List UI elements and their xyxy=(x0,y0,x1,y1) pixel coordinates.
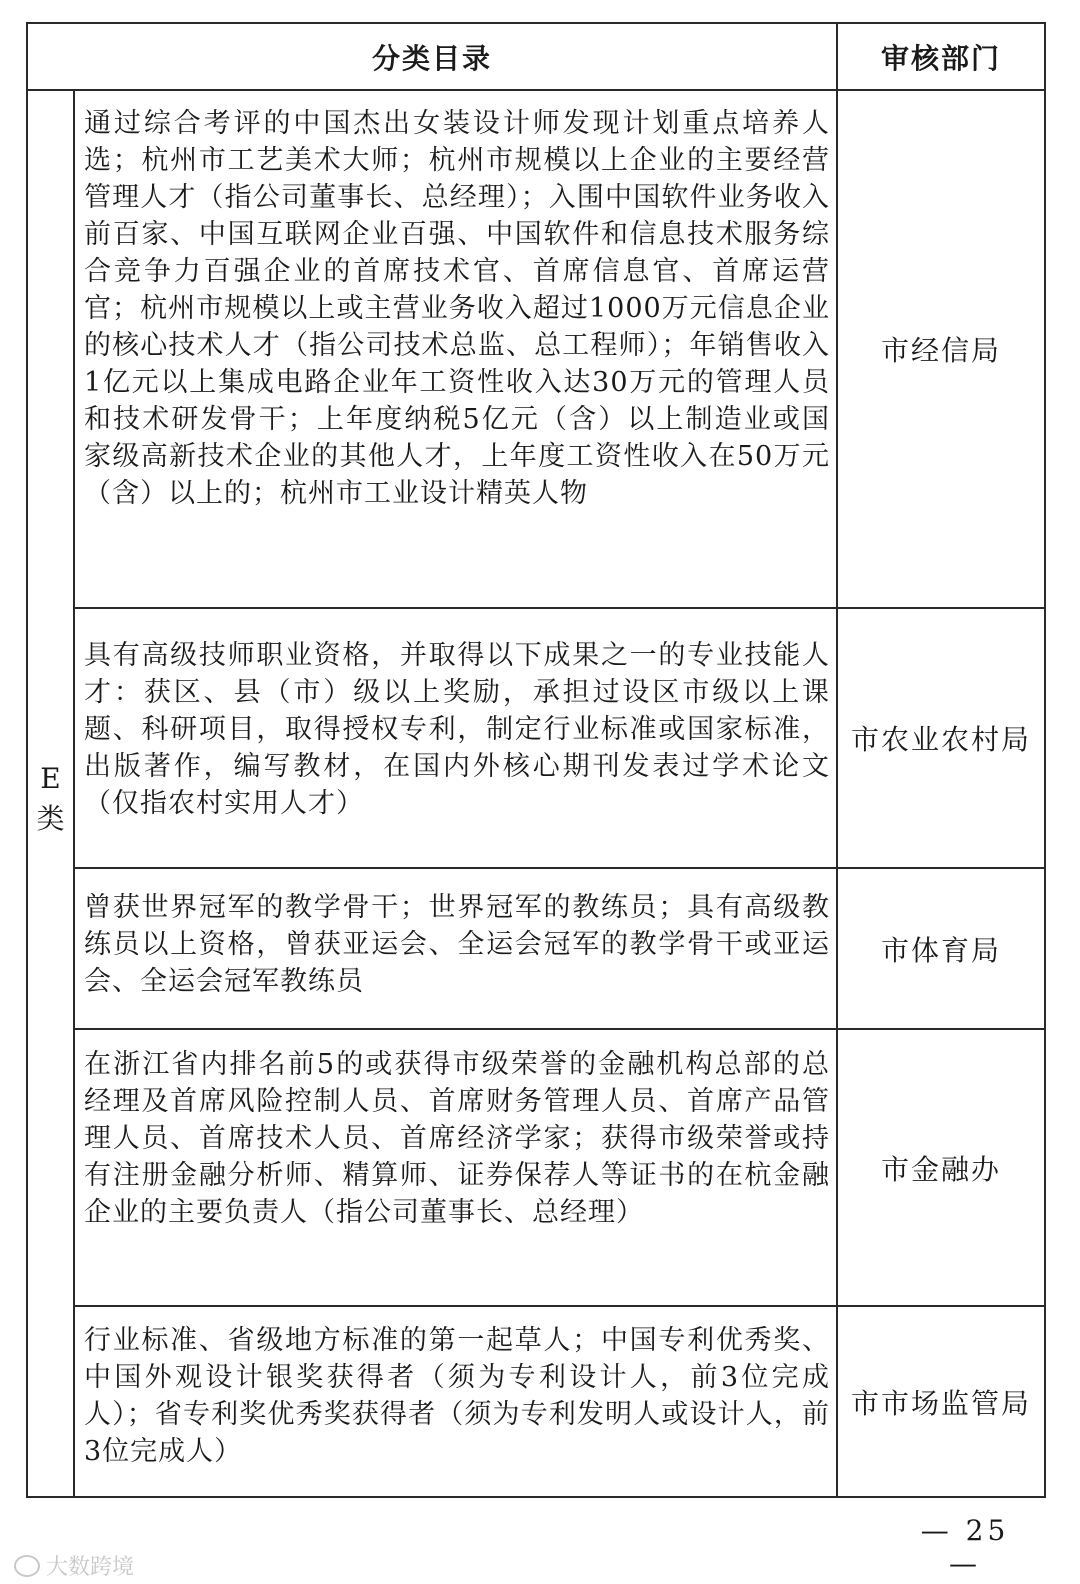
row-economy-info-dept: 市经信局 xyxy=(880,334,1001,367)
row-agriculture-text: 具有高级技师职业资格，并取得以下成果之一的专业技能人才：获区、县（市）级以上奖励，承担过设区市级以上课题、科研项目，取得授权专利，制定行业标准或国家标准，出版著作，编写教材，在国内外核心期刊发表过学术论文（仅指农村实用人才） xyxy=(84,640,830,819)
category-e-label xyxy=(28,759,73,839)
header-category-directory: 分类目录 xyxy=(371,41,492,75)
row-finance-text: 在浙江省内排名前5的或获得市级荣誉的金融机构总部的总经理及首席风险控制人员、首席财务管理人员、首席产品管理人员、首席技术人员、首席经济学家；获得市级荣誉或持有注册金融分析师、精算师、证券保荐人等证书的在杭金融企业的主要负责人（指公司董事长、总经理） xyxy=(84,1049,830,1228)
row-economy-info-text: 通过综合考评的中国杰出女装设计师发现计划重点培养人选；杭州市工艺美术大师；杭州市规模以上企业的主要经营管理人才（指公司董事长、总经理）；入围中国软件业务收入前百家、中国互联网企业百强、中国软件和信息技术服务综合竞争力百强企业的首席技术官、首席信息官、首席运营官；杭州市规模以上或主营业务收入超过1000万元信息企业的核心技术人才（指公司技术总监、总工程师）；年销售收入1亿元以上集成电路企业年工资性收入达30万元的管理人员和技术研发骨干；上年度纳税5亿元（含）以上制造业或国家级高新技术企业的其他人才，上年度工资性收入在50万元（含）以上的；杭州市工业设计精英人物 xyxy=(84,108,830,509)
page-number: — 25 — xyxy=(920,1514,1010,1580)
row-finance-dept: 市金融办 xyxy=(880,1152,1001,1186)
category-letter: E xyxy=(40,762,61,795)
header-review-department: 审核部门 xyxy=(880,41,1001,75)
watermark-text: 大数跨境 xyxy=(46,1555,135,1580)
classification-table xyxy=(26,22,1046,1498)
row-sports-text: 曾获世界冠军的教学骨干；世界冠军的教练员；具有高级教练员以上资格，曾获亚运会、全运会冠军的教学骨干或亚运会、全运会冠军教练员 xyxy=(84,892,830,997)
row-market-supervision-text: 行业标准、省级地方标准的第一起草人；中国专利优秀奖、中国外观设计银奖获得者（须为专利设计人，前3位完成人）；省专利奖优秀奖获得者（须为专利发明人或设计人，前3位完成人） xyxy=(84,1325,830,1467)
row-market-supervision-dept: 市市场监管局 xyxy=(850,1386,1031,1420)
row-agriculture-dept: 市农业农村局 xyxy=(850,723,1031,756)
category-column-divider xyxy=(73,90,75,1496)
category-char: 类 xyxy=(36,802,65,835)
watermark-logo-icon xyxy=(14,1555,40,1577)
watermark xyxy=(14,1550,134,1581)
row-sports-dept: 市体育局 xyxy=(880,933,1001,967)
